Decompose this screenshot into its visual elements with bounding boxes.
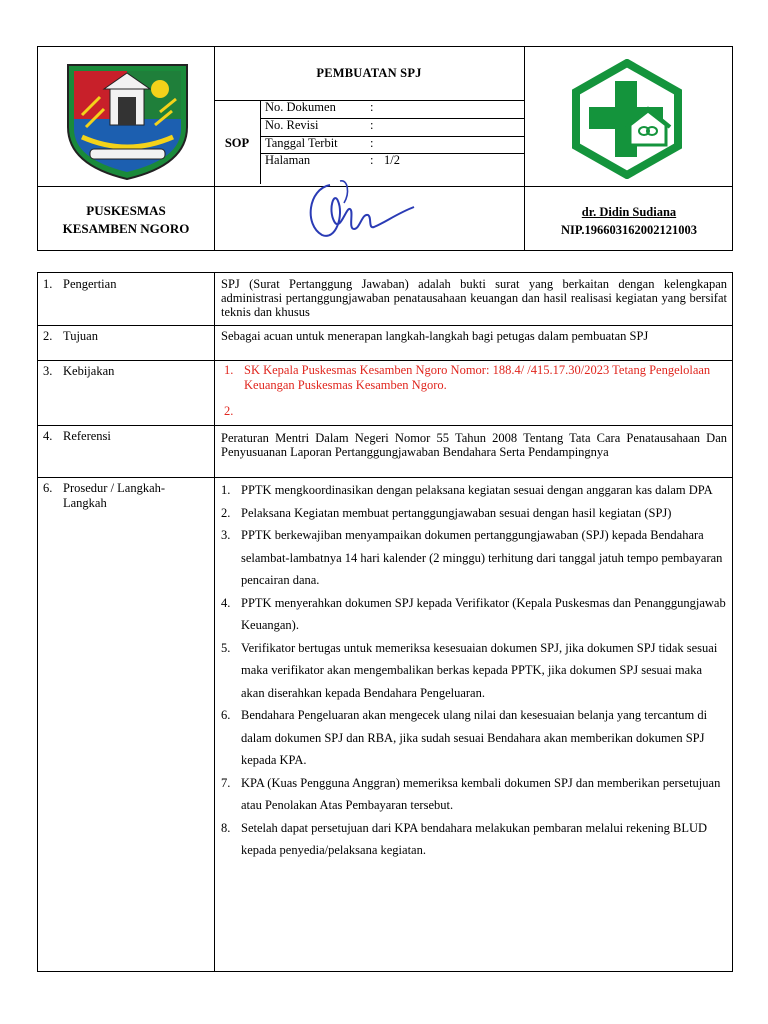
org-line: KESAMBEN NGORO	[62, 221, 190, 236]
procedure-steps	[221, 479, 727, 862]
pengertian-text: SPJ (Surat Pertanggung Jawaban) adalah bukti surat yang berkaitan dengan kelengkapan administrasi pertanggungjawaban penatausahaan keuangan dan hasil realisasi kegiatan yang bersifat teknis dan khusus	[221, 277, 727, 319]
org-line: PUSKESMAS	[86, 203, 166, 218]
meta-sep: :	[370, 153, 374, 167]
row-label: Tujuan	[63, 329, 98, 343]
step-number: 2.	[221, 505, 231, 520]
row-label-prosedur	[43, 481, 165, 511]
row-label: Kebijakan	[63, 364, 115, 378]
row-label-referensi	[43, 429, 111, 444]
procedure-step	[221, 772, 727, 817]
row-label-kebijakan	[43, 364, 114, 379]
row-label: Referensi	[63, 429, 111, 443]
meta-sep: :	[370, 118, 374, 132]
referensi-text: Peraturan Mentri Dalam Negeri Nomor 55 Tahun 2008 Tentang Tata Cara Penatausahaan Dan Penyusuanan Laporan Pertanggungjawaban Bendahara Serta Pendampingnya	[221, 431, 727, 459]
organization-name	[38, 202, 214, 238]
divider	[214, 273, 215, 971]
row-number: 4.	[43, 429, 53, 443]
divider	[38, 360, 732, 361]
meta-sep: :	[370, 100, 374, 114]
row-label: Prosedur / Langkah-	[63, 481, 166, 495]
sop-label: SOP	[224, 136, 250, 150]
meta-row-dokumen	[260, 100, 524, 118]
meta-key: No. Dokumen	[265, 100, 336, 114]
puskesmas-logo	[570, 59, 685, 179]
row-number: 6.	[43, 481, 53, 495]
row-label-tujuan	[43, 329, 98, 344]
procedure-step	[221, 817, 727, 862]
row-number: 1.	[43, 277, 53, 291]
document-title: PEMBUATAN SPJ	[316, 66, 422, 80]
row-label: Pengertian	[63, 277, 117, 291]
step-number: 8.	[221, 820, 231, 835]
meta-row-halaman	[260, 153, 524, 171]
step-number: 1.	[221, 483, 231, 497]
officer-name: dr. Didin Sudiana	[581, 205, 677, 219]
item-number: 1.	[224, 363, 234, 377]
meta-row-revisi	[260, 118, 524, 136]
procedure-step	[221, 637, 727, 705]
meta-value: 1/2	[384, 153, 400, 167]
officer-nip: NIP.196603162002121003	[560, 223, 697, 237]
meta-sep: :	[370, 136, 374, 150]
step-number: 6.	[221, 708, 231, 722]
step-text: Verifikator bertugas untuk memeriksa kesesuaian dokumen SPJ, jika dokumen SPJ tidak sesuai maka verifikator akan mengembalikan berkas kepada PPTK, jika dokumen SPJ sesuai maka akan diserahkan kepada Bendahara Pengeluaran.	[241, 640, 718, 700]
step-text: KPA (Kuas Pengguna Anggran) memeriksa kembali dokumen SPJ dan memberikan persetujuan atau Penolakan Atas Pembayaran tersebut.	[241, 775, 721, 812]
meta-key: No. Revisi	[265, 118, 319, 132]
procedure-step	[221, 524, 727, 592]
step-text: PPTK mengkoordinasikan dengan pelaksana kegiatan sesuai dengan anggaran kas dalam DPA	[241, 483, 713, 497]
step-text: Bendahara Pengeluaran akan mengecek ulang nilai dan kesesuaian belanja yang tercantum di dalam dokumen SPJ dan RBA, jika sudah sesuai Bendahara akan memberikan dokumen SPJ kepada KPA.	[241, 708, 708, 767]
row-label: Langkah	[63, 496, 107, 510]
step-number: 4.	[221, 595, 231, 610]
step-number: 7.	[221, 775, 231, 790]
divider	[38, 477, 732, 478]
step-text: Setelah dapat persetujuan dari KPA bendahara melakukan pembaran melalui rekening BLUD kepada penyedia/pelaksana kegiatan.	[241, 820, 708, 857]
kebijakan-item-2: 2.	[224, 404, 234, 418]
meta-key: Halaman	[265, 153, 311, 167]
sop-content-table	[37, 272, 733, 972]
header-table	[37, 46, 733, 251]
tujuan-text: Sebagai acuan untuk menerapan langkah-langkah bagi petugas dalam pembuatan SPJ	[221, 329, 649, 343]
row-number: 3.	[43, 364, 53, 378]
step-number: 5.	[221, 640, 231, 655]
step-text: Pelaksana Kegiatan membuat pertanggungjawaban sesuai dengan hasil kegiatan (SPJ)	[241, 505, 672, 520]
procedure-step	[221, 479, 727, 502]
item-text: SK Kepala Puskesmas Kesamben Ngoro Nomor: 188.4/ /415.17.30/2023 Tetang Pengelolaan Keuangan Puskesmas Kesamben Ngoro.	[244, 363, 711, 392]
procedure-step	[221, 704, 727, 772]
divider	[38, 425, 732, 426]
step-text: PPTK menyerahkan dokumen SPJ kepada Verifikator (Kepala Puskesmas dan Penanggungjawab Keuangan).	[241, 595, 726, 632]
meta-key: Tanggal Terbit	[265, 136, 338, 150]
regency-emblem-logo	[60, 57, 195, 182]
procedure-step	[221, 502, 727, 525]
meta-row-tanggal	[260, 136, 524, 154]
step-text: PPTK berkewajiban menyampaikan dokumen pertanggungjawaban (SPJ) kepada Bendahara selambat-lambatnya 14 hari kalender (2 minggu) terhitung dari tanggal jatuh tempo pembayaran pencairan dana.	[241, 528, 723, 587]
row-number: 2.	[43, 329, 53, 343]
row-label-pengertian	[43, 277, 116, 292]
signature-image	[288, 177, 428, 247]
procedure-step	[221, 592, 727, 637]
divider	[38, 325, 732, 326]
step-number: 3.	[221, 528, 231, 542]
officer-block	[524, 203, 734, 239]
